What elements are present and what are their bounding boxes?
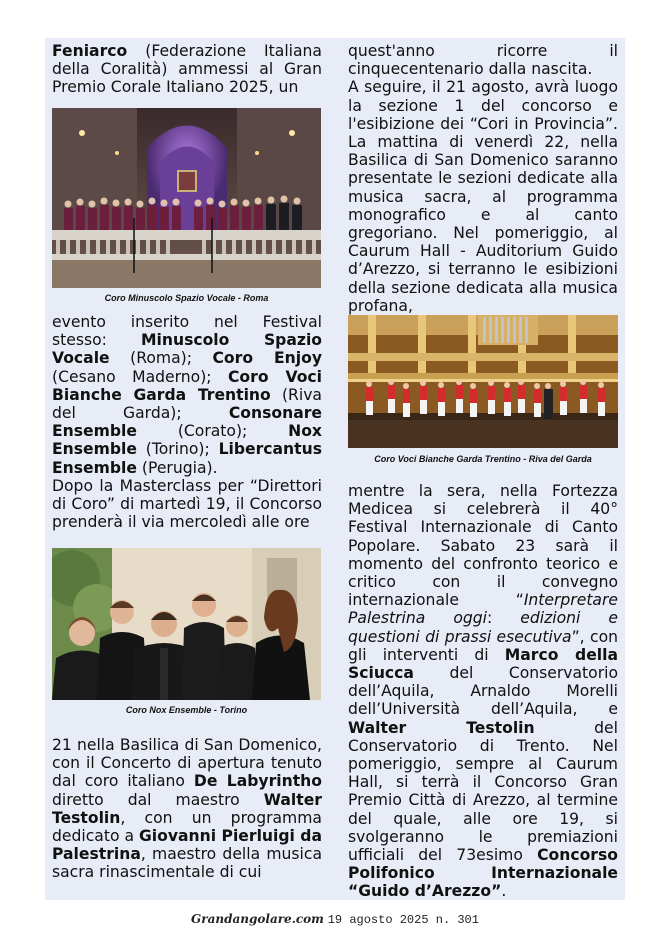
body-paragraph: Dopo la Masterclass per “Direttori di Coro” di martedì 19, il Concorso prenderà il via mercoledì alle ore bbox=[52, 476, 322, 532]
body-text: (Torino); bbox=[136, 440, 219, 459]
body-text: diretto dal maestro bbox=[52, 790, 264, 809]
left-column-bottom bbox=[52, 736, 322, 882]
body-text: , maestro della musica sacra rinascimentale di cui bbox=[52, 845, 322, 882]
body-text: . bbox=[501, 882, 507, 901]
right-column-top bbox=[348, 42, 618, 315]
choir-name: Consonare Ensemble bbox=[52, 404, 322, 441]
photo-caption: Coro Minuscolo Spazio Vocale - Roma bbox=[104, 293, 269, 303]
convention-subtitle: edizioni e questioni di prassi esecutiva bbox=[348, 609, 618, 646]
issue-date: 19 agosto 2025 n. 301 bbox=[327, 913, 479, 927]
body-paragraph: quest'anno ricorre il cinquecentenario dalla nascita. bbox=[348, 42, 618, 79]
body-text: mentre la sera, nella Fortezza Medicea si celebrerà il 40° Festival Internazionale di Canto Popolare. Sabato 23 sarà il momento del confronto teorico e critico con il convegno internazionale “ bbox=[348, 482, 618, 610]
body-text: (Corato); bbox=[136, 422, 289, 441]
body-text: (Perugia). bbox=[136, 458, 218, 477]
body-text: del Conservatorio dell’Aquila, Arnaldo Morelli dell’Università dell’Aquila, e bbox=[348, 664, 618, 719]
body-text: (Riva del Garda); bbox=[52, 385, 322, 423]
choir-name: Coro Voci Bianche Garda Trentino bbox=[52, 367, 322, 404]
body-text: ”, con gli interventi di bbox=[348, 627, 618, 664]
body-text: 21 nella Basilica di San Domenico, con il Concerto di apertura tenuto dal coro italiano bbox=[52, 736, 322, 791]
person-name: Walter Testolin bbox=[348, 718, 535, 737]
choir-name: De Labyrintho bbox=[193, 772, 322, 791]
body-text: (Federazione Italiana della Coralità) ammessi al Gran Premio Corale Italiano 2025, un bbox=[52, 42, 322, 97]
choir-name: Nox Ensemble bbox=[52, 422, 322, 459]
choir-name: Minuscolo Spazio Vocale bbox=[52, 331, 322, 368]
page-footer bbox=[0, 912, 670, 927]
photo-nox-ensemble bbox=[52, 548, 321, 700]
bold-name: Feniarco bbox=[52, 42, 128, 60]
photo-caption: Coro Voci Bianche Garda Trentino - Riva del Garda bbox=[374, 454, 592, 464]
photo-caption: Coro Nox Ensemble - Torino bbox=[125, 705, 248, 715]
choir-name: Coro Enjoy bbox=[212, 349, 322, 368]
body-text: : bbox=[487, 609, 521, 628]
left-column-middle bbox=[52, 313, 322, 531]
choir-name: Libercantus Ensemble bbox=[52, 440, 322, 477]
body-text: (Cesano Maderno); bbox=[52, 367, 228, 386]
convention-title: Interpretare Palestrina oggi bbox=[348, 591, 618, 628]
competition-name: Concorso Polifonico Internazionale “Guido d’Arezzo” bbox=[348, 846, 618, 901]
right-column-bottom bbox=[348, 482, 618, 901]
left-column-top bbox=[52, 42, 322, 97]
body-text: del Conservatorio di Trento. Nel pomeriggio, sempre al Caurum Hall, si terrà il Concorso Gran Premio Città di Arezzo, al termine del quale, alle ore 19, si svolgeranno le premiazioni ufficiali del 73esimo bbox=[348, 718, 618, 865]
body-text: evento inserito nel Festival stesso: bbox=[52, 313, 322, 350]
body-text: (Roma); bbox=[109, 349, 213, 368]
body-paragraph: A seguire, il 21 agosto, avrà luogo la sezione 1 del concorso e l'esibizione dei “Cori in Provincia”. La mattina di venerdì 22, nella Basilica di San Domenico saranno presentate le sezioni dedicate alla musica sacra, al programma monografico e al canto gregoriano. Nel pomeriggio, al Caurum Hall - Auditorium Guido d’Arezzo, si terranno le esibizioni della sezione dedicata alla musica profana, bbox=[348, 78, 618, 315]
site-name: Grandangolare.com bbox=[191, 912, 324, 926]
body-text: , con un programma dedicato a bbox=[52, 808, 322, 846]
person-name: Walter Testolin bbox=[52, 790, 322, 827]
person-name: Marco della Sciucca bbox=[348, 645, 618, 683]
photo-voci-bianche-garda bbox=[348, 315, 618, 448]
person-name: Giovanni Pierluigi da Palestrina bbox=[52, 827, 322, 864]
photo-minuscolo-spazio-vocale bbox=[52, 108, 321, 288]
